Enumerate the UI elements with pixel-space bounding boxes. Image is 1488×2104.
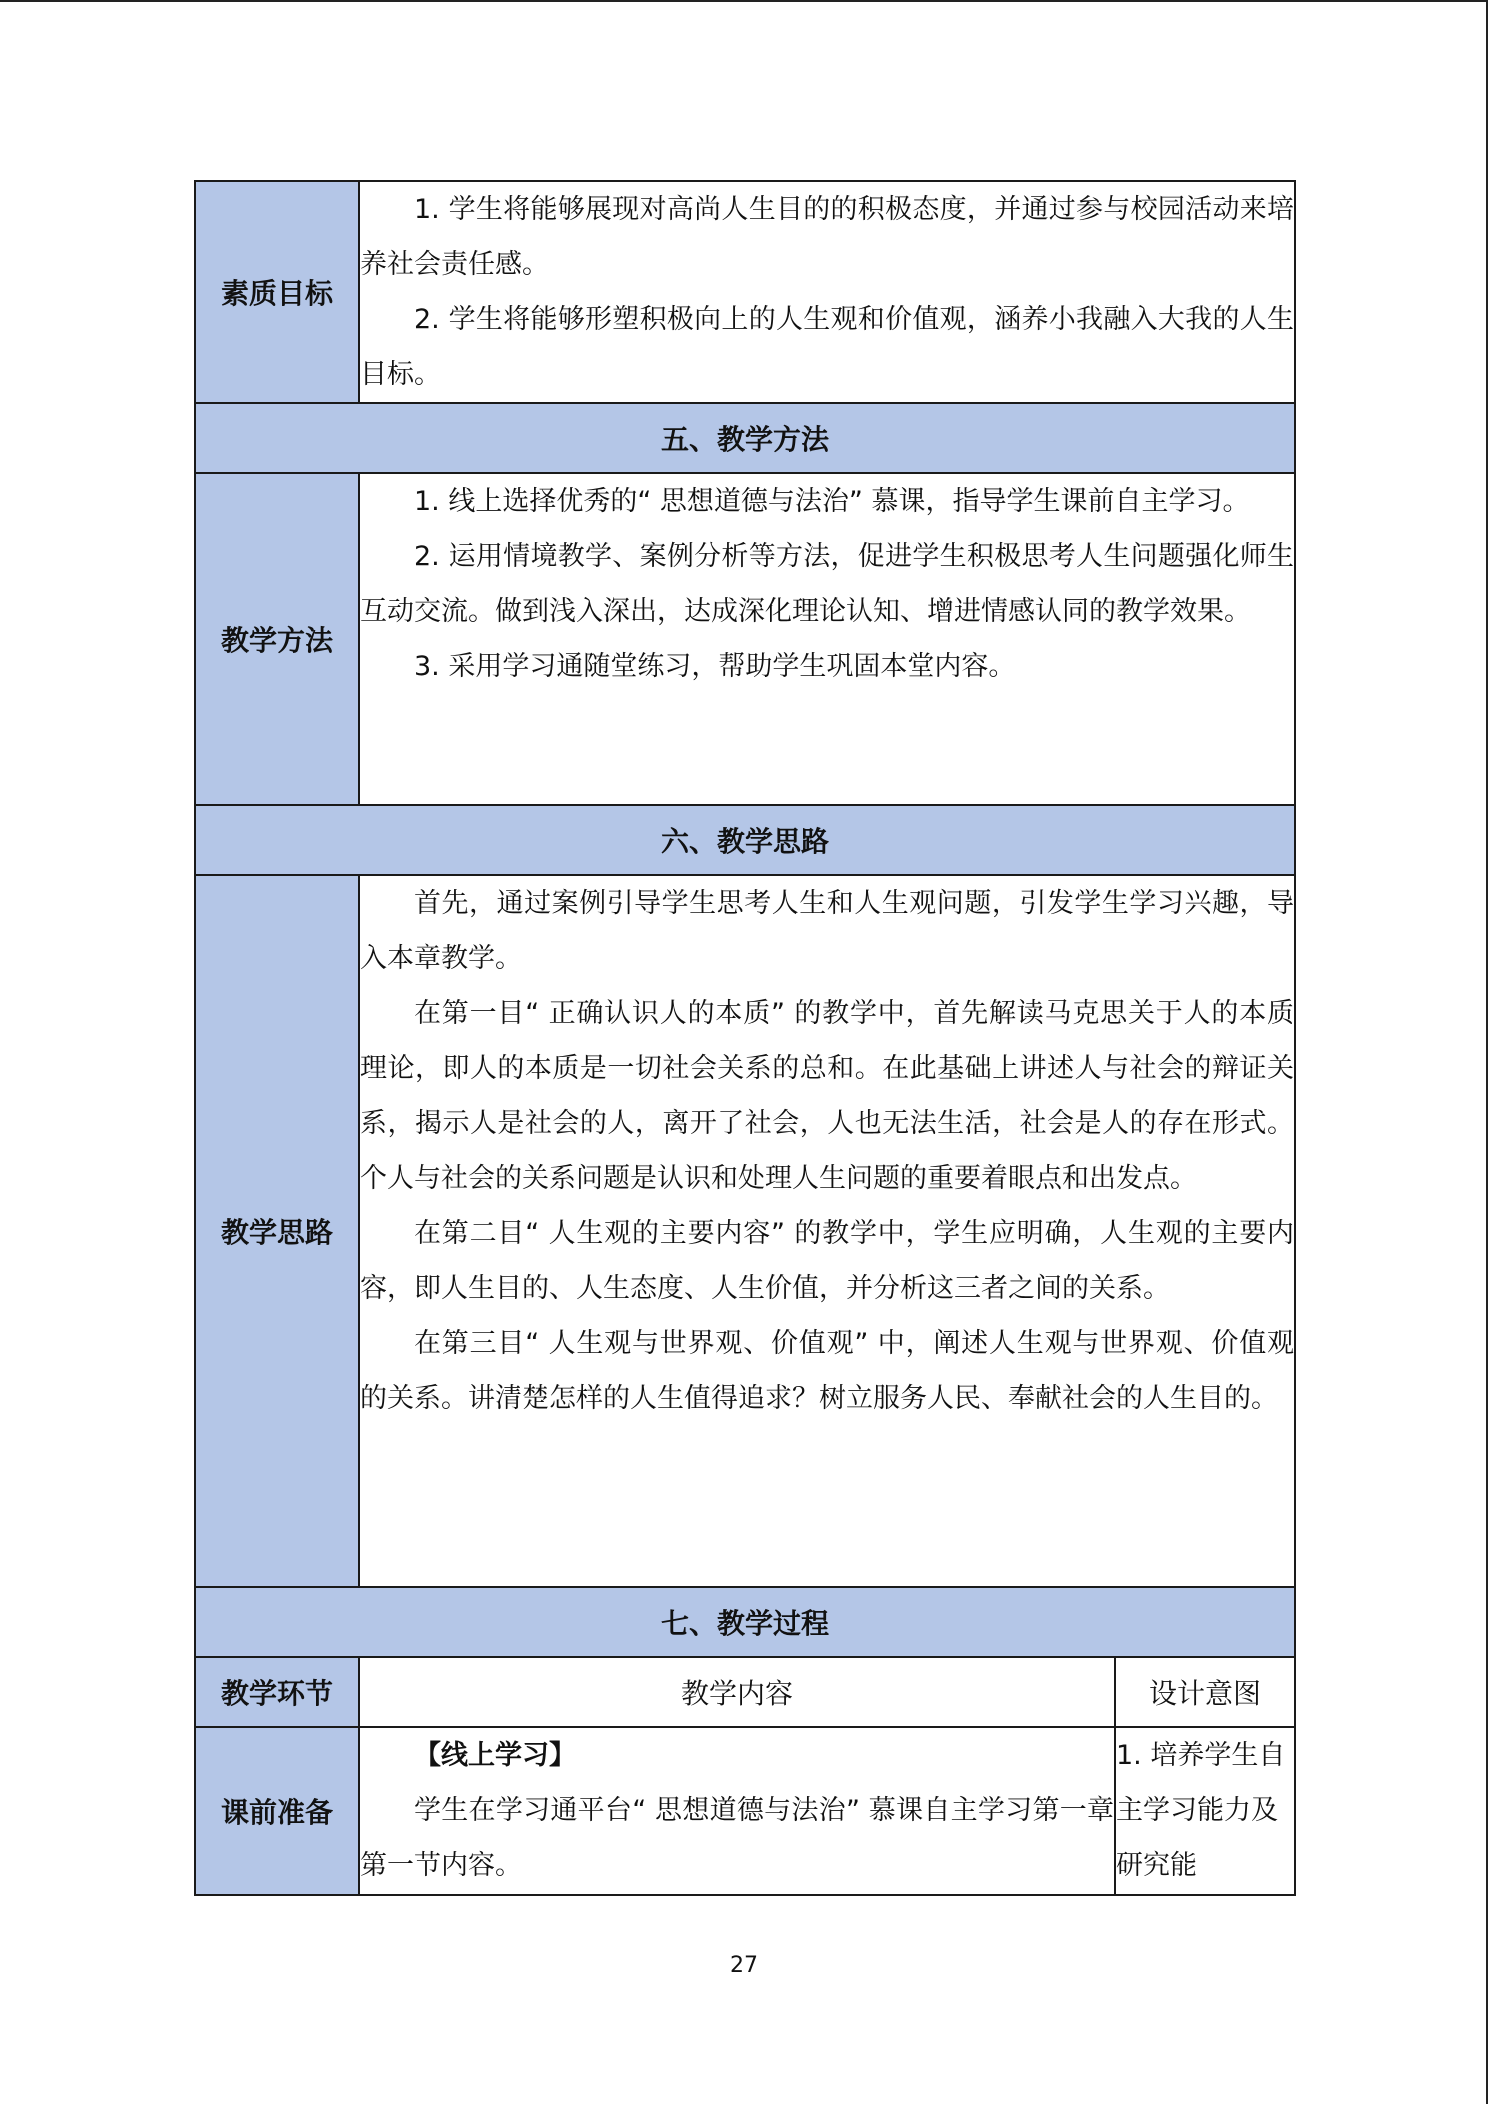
- approach-label: 教学思路: [195, 875, 359, 1587]
- quality-goal-item: 1. 学生将能够展现对高尚人生目的的积极态度，并通过参与校园活动来培养社会责任感。: [360, 194, 1294, 280]
- section-title-approach: 六、教学思路: [195, 805, 1295, 875]
- methods-content: [359, 473, 1295, 805]
- approach-paragraph: 在第三目“ 人生观与世界观、价值观” 中，阐述人生观与世界观、价值观的关系。讲清楚怎样的人生值得追求？树立服务人民、奉献社会的人生目的。: [360, 1328, 1294, 1414]
- approach-paragraph: 在第二目“ 人生观的主要内容” 的教学中，学生应明确，人生观的主要内容，即人生目的、人生态度、人生价值，并分析这三者之间的关系。: [360, 1218, 1294, 1304]
- method-item: 3. 采用学习通随堂练习，帮助学生巩固本堂内容。: [414, 651, 1016, 682]
- prep-heading: 【线上学习】: [414, 1740, 576, 1771]
- section-row: [195, 805, 1295, 875]
- prep-intent: [1115, 1727, 1295, 1895]
- prep-intent-text: 1. 培养学生自主学习能力及研究能: [1116, 1740, 1286, 1881]
- section-row: [195, 403, 1295, 473]
- methods-row: [195, 473, 1295, 805]
- approach-content: [359, 875, 1295, 1587]
- section-row: [195, 1587, 1295, 1657]
- quality-goals-content: [359, 181, 1295, 403]
- lesson-plan-table: [194, 180, 1296, 1896]
- prep-row: [195, 1727, 1295, 1895]
- approach-paragraph: 在第一目“ 正确认识人的本质” 的教学中，首先解读马克思关于人的本质理论，即人的本质是一切社会关系的总和。在此基础上讲述人与社会的辩证关系，揭示人是社会的人，离开了社会，人也无法生活，社会是人的存在形式。个人与社会的关系问题是认识和处理人生问题的重要着眼点和出发点。: [360, 998, 1294, 1194]
- section-title-methods: 五、教学方法: [195, 403, 1295, 473]
- prep-content: [359, 1727, 1115, 1895]
- prep-label: 课前准备: [195, 1727, 359, 1895]
- methods-label: 教学方法: [195, 473, 359, 805]
- quality-goals-row: [195, 181, 1295, 403]
- page-number: 27: [730, 1953, 758, 1978]
- prep-text: 学生在学习通平台“ 思想道德与法治” 慕课自主学习第一章第一节内容。: [360, 1795, 1114, 1881]
- approach-row: [195, 875, 1295, 1587]
- approach-paragraph: 首先，通过案例引导学生思考人生和人生观问题，引发学生学习兴趣，导入本章教学。: [360, 888, 1294, 974]
- page-border-top: [0, 0, 1488, 2]
- section-title-process: 七、教学过程: [195, 1587, 1295, 1657]
- quality-goals-label: 素质目标: [195, 181, 359, 403]
- header-stage: 教学环节: [195, 1657, 359, 1727]
- quality-goal-item: 2. 学生将能够形塑积极向上的人生观和价值观，涵养小我融入大我的人生目标。: [360, 304, 1294, 390]
- method-item: 2. 运用情境教学、案例分析等方法，促进学生积极思考人生问题强化师生互动交流。做到浅入深出，达成深化理论认知、增进情感认同的教学效果。: [360, 541, 1294, 627]
- header-content: 教学内容: [359, 1657, 1115, 1727]
- method-item: 1. 线上选择优秀的“ 思想道德与法治” 慕课，指导学生课前自主学习。: [414, 486, 1250, 517]
- header-intent: 设计意图: [1115, 1657, 1295, 1727]
- process-header-row: [195, 1657, 1295, 1727]
